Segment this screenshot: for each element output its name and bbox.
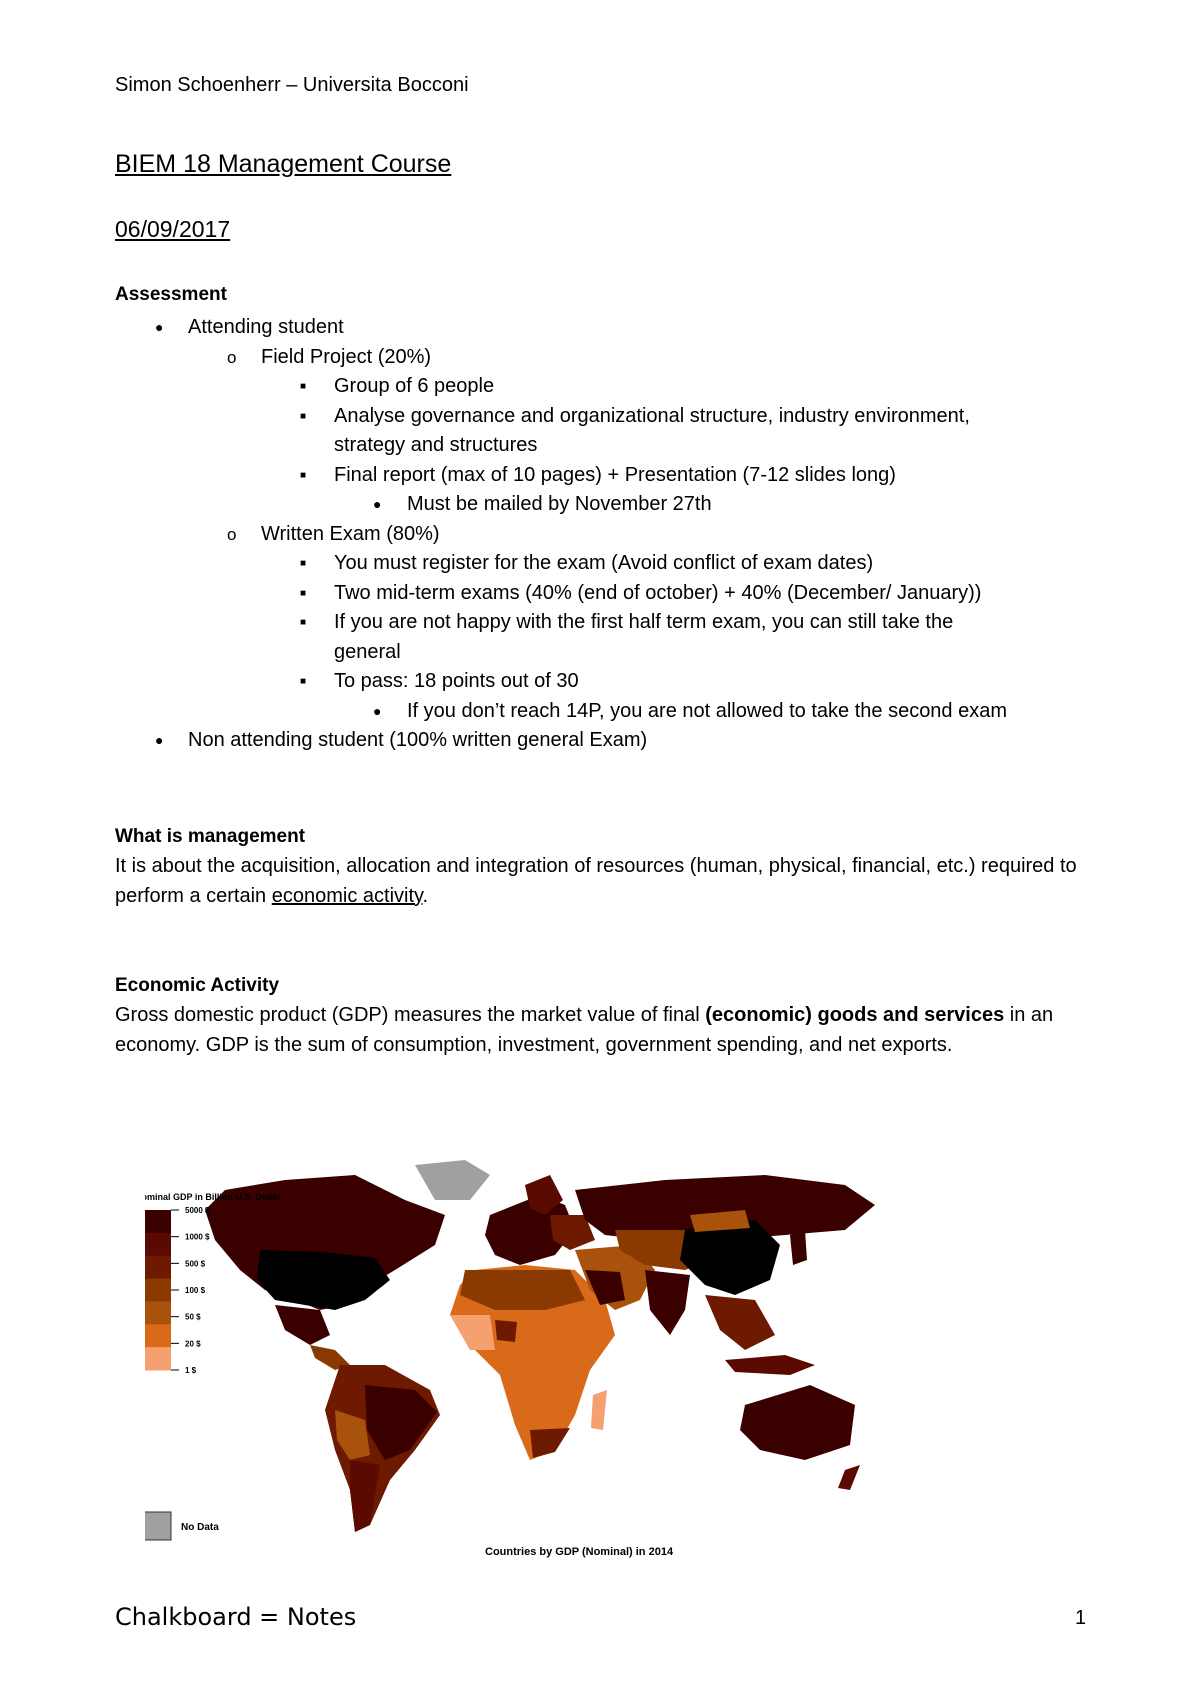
assessment-heading: Assessment — [115, 284, 227, 305]
outline-item-text: To pass: 18 points out of 30 — [334, 670, 579, 692]
map-japan — [790, 1230, 807, 1265]
bullet-marker: ■ — [300, 558, 307, 569]
outline-item-text: general — [334, 640, 401, 663]
legend-color-swatch — [145, 1347, 171, 1370]
document-date: 06/09/2017 — [115, 216, 231, 242]
bullet-marker: ■ — [300, 617, 307, 628]
outline-item-text: If you don’t reach 14P, you are not allowed to take the second exam — [407, 699, 1008, 722]
bullet-marker: ● — [155, 319, 164, 335]
legend-color-swatch — [145, 1279, 171, 1302]
map-australia — [740, 1385, 855, 1460]
outline-item-text: You must register for the exam (Avoid conflict of exam dates) — [334, 552, 874, 574]
map-southeast-asia — [705, 1295, 775, 1350]
map-caption: Countries by GDP (Nominal) in 2014 — [485, 1546, 674, 1558]
legend-title: Nominal GDP in Billion U.S. Dollar — [145, 1192, 281, 1202]
gdp-world-map — [145, 1160, 980, 1560]
page-header-author: Simon Schoenherr – Universita Bocconi — [115, 74, 469, 96]
legend-color-swatch — [145, 1301, 171, 1324]
page-number: 1 — [1075, 1607, 1087, 1629]
legend-tick-label: 1 $ — [185, 1366, 197, 1375]
legend-no-data-label: No Data — [181, 1522, 219, 1533]
legend-tick-label: 100 $ — [185, 1286, 206, 1295]
map-madagascar — [591, 1390, 607, 1430]
legend-tick-label: 1000 $ — [185, 1232, 210, 1242]
legend-tick-label: 500 $ — [185, 1259, 206, 1269]
bullet-marker: ■ — [300, 676, 307, 687]
bullet-marker: o — [227, 524, 237, 544]
economic-activity-paragraph — [115, 1001, 1105, 1060]
legend-tick-label: 50 $ — [185, 1312, 201, 1322]
outline-item-text: Final report (max of 10 pages) + Presentation (7-12 slides long) — [334, 463, 896, 486]
map-south-africa — [530, 1428, 570, 1458]
outline-item-text: Attending student — [188, 316, 344, 338]
outline-item-text: Group of 6 people — [334, 375, 495, 397]
legend-color-swatch — [145, 1256, 171, 1279]
map-west-africa — [450, 1315, 495, 1350]
bullet-marker: ■ — [300, 410, 307, 422]
outline-item-text: Must be mailed by November 27th — [407, 493, 712, 515]
outline-item-text: Non attending student (100% written general Exam) — [188, 729, 648, 751]
legend-color-swatch — [145, 1210, 171, 1233]
map-indonesia — [725, 1355, 815, 1375]
map-mexico — [275, 1305, 330, 1345]
economic-activity-link: economic activity — [271, 884, 423, 907]
legend-color-swatch — [145, 1324, 171, 1347]
gdp-bold-text: (economic) goods and services — [705, 1004, 1005, 1026]
legend-tick-label: 20 $ — [185, 1339, 201, 1349]
bullet-marker: ■ — [300, 381, 307, 392]
outline-item-text: Two mid-term exams (40% (end of october) + 40% (December/ January)) — [334, 581, 982, 604]
outline-item-text: Analyse governance and organizational structure, industry environment, — [334, 404, 970, 427]
management-heading: What is management — [115, 826, 306, 847]
gdp-text-end: in an economy. GDP is the sum of consumption, investment, government spending, and net exports. — [115, 1004, 1054, 1056]
bullet-marker: ■ — [300, 587, 307, 599]
bullet-marker: ● — [155, 732, 164, 748]
map-greenland — [415, 1160, 490, 1200]
legend-tick-label: 5000 $ — [185, 1206, 210, 1215]
map-nigeria — [495, 1320, 517, 1342]
gdp-world-map-figure — [145, 1160, 980, 1560]
bullet-marker: o — [227, 347, 237, 367]
bullet-marker: ■ — [300, 469, 307, 481]
document-title: BIEM 18 Management Course — [115, 150, 452, 178]
outline-item-text: Field Project (20%) — [261, 345, 432, 368]
legend-color-swatch — [145, 1233, 171, 1256]
map-new-zealand — [838, 1465, 860, 1490]
bullet-marker: ● — [373, 496, 382, 512]
management-text-end: . — [422, 884, 429, 907]
management-text: It is about the acquisition, allocation and integration of resources (human, physical, financial, etc.) required to perform a certain — [115, 855, 1077, 907]
outline-item-text: Written Exam (80%) — [261, 522, 440, 545]
management-paragraph — [115, 852, 1105, 911]
map-india — [645, 1270, 690, 1335]
outline-item-text: strategy and structures — [334, 434, 538, 456]
bullet-marker: ● — [373, 702, 382, 719]
legend-no-data-swatch — [145, 1512, 171, 1540]
footer-note: Chalkboard = Notes — [115, 1603, 357, 1631]
map-usa — [257, 1250, 390, 1310]
outline-item-text: If you are not happy with the first half term exam, you can still take the — [334, 611, 954, 633]
gdp-text: Gross domestic product (GDP) measures the market value of final — [115, 1004, 706, 1026]
economic-activity-heading: Economic Activity — [115, 975, 280, 996]
